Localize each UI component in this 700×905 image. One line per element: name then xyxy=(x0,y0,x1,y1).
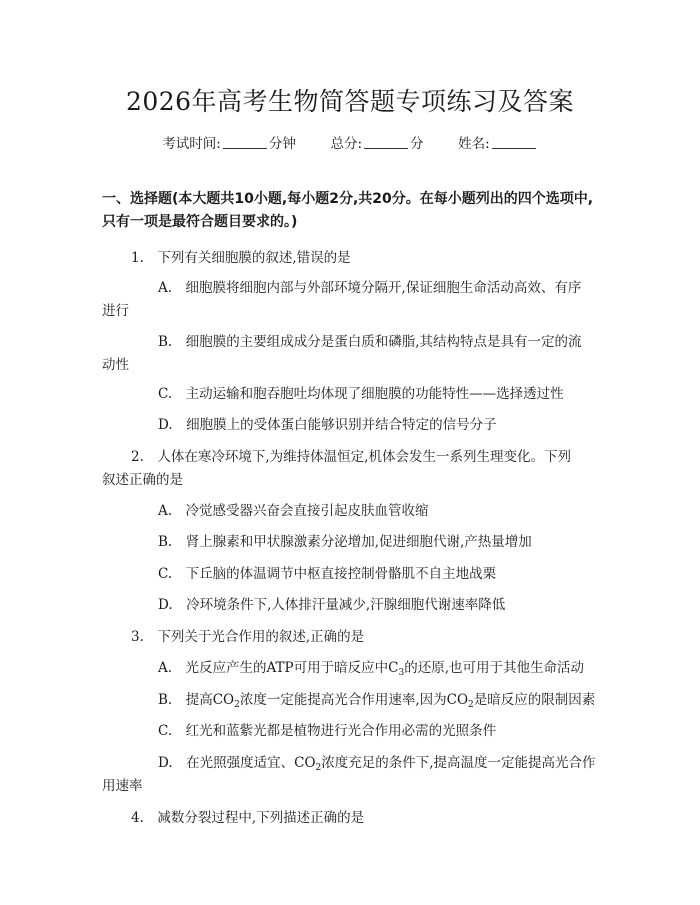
option-line: A. 细胞膜将细胞内部与外部环境分隔开,保证细胞生命活动高效、有序 xyxy=(158,280,582,296)
name-blank[interactable] xyxy=(492,136,536,149)
option-line: C. 红光和蓝紫光都是植物进行光合作用必需的光照条件 xyxy=(158,723,497,739)
name-label: 姓名: xyxy=(458,136,490,152)
question-stem: 4. 减数分裂过程中,下列描述正确的是 xyxy=(131,810,365,826)
option-line: D. 冷环境条件下,人体排汗量减少,汗腺细胞代谢速率降低 xyxy=(158,597,506,613)
option-line: B. 提高$CO_2$浓度一定能提高光合作用速率,因为$CO_2$是暗反应的限制因素 xyxy=(158,692,596,710)
time-blank[interactable] xyxy=(223,136,267,149)
option-line: C. 下丘脑的体温调节中枢直接控制骨骼肌不自主地战栗 xyxy=(158,566,497,582)
section-heading: 一、选择题(本大题共10小题,每小题2分,共20分。在每小题列出的四个选项中,只有一项是最符合题目要求的。) xyxy=(102,191,594,230)
option-line: B. 细胞膜的主要组成成分是蛋白质和磷脂,其结构特点是具有一定的流 xyxy=(158,334,582,350)
question-stem: 3. 下列关于光合作用的叙述,正确的是 xyxy=(131,629,365,645)
page-title: 2026年高考生物简答题专项练习及答案 xyxy=(125,87,575,116)
score-unit: 分 xyxy=(410,136,424,152)
exam-meta xyxy=(0,132,700,152)
option-continuation: 动性 xyxy=(102,357,129,373)
option-continuation: 用速率 xyxy=(102,778,143,794)
option-line: B. 肾上腺素和甲状腺激素分泌增加,促进细胞代谢,产热量增加 xyxy=(158,534,532,550)
time-unit: 分钟 xyxy=(268,136,296,152)
option-line: D. 在光照强度适宜、$CO_2$浓度充足的条件下,提高温度一定能提高光合作 xyxy=(158,755,596,773)
option-continuation: 进行 xyxy=(102,303,129,319)
time-label: 考试时间: xyxy=(162,136,221,152)
question-stem-continuation: 叙述正确的是 xyxy=(102,472,183,488)
option-line: C. 主动运输和胞吞胞吐均体现了细胞膜的功能特性——选择透过性 xyxy=(158,386,564,402)
option-line: A. 冷觉感受器兴奋会直接引起皮肤血管收缩 xyxy=(158,503,429,519)
score-blank[interactable] xyxy=(364,136,408,149)
option-line: D. 细胞膜上的受体蛋白能够识别并结合特定的信号分子 xyxy=(158,417,497,433)
score-label: 总分: xyxy=(330,136,363,152)
question-stem: 2. 人体在寒冷环境下,为维持体温恒定,机体会发生一系列生理变化。下列 xyxy=(131,449,571,465)
question-stem: 1. 下列有关细胞膜的叙述,错误的是 xyxy=(131,250,351,266)
option-line: A. 光反应产生的ATP可用于暗反应中$C_3$的还原,也可用于其他生命活动 xyxy=(158,660,584,678)
